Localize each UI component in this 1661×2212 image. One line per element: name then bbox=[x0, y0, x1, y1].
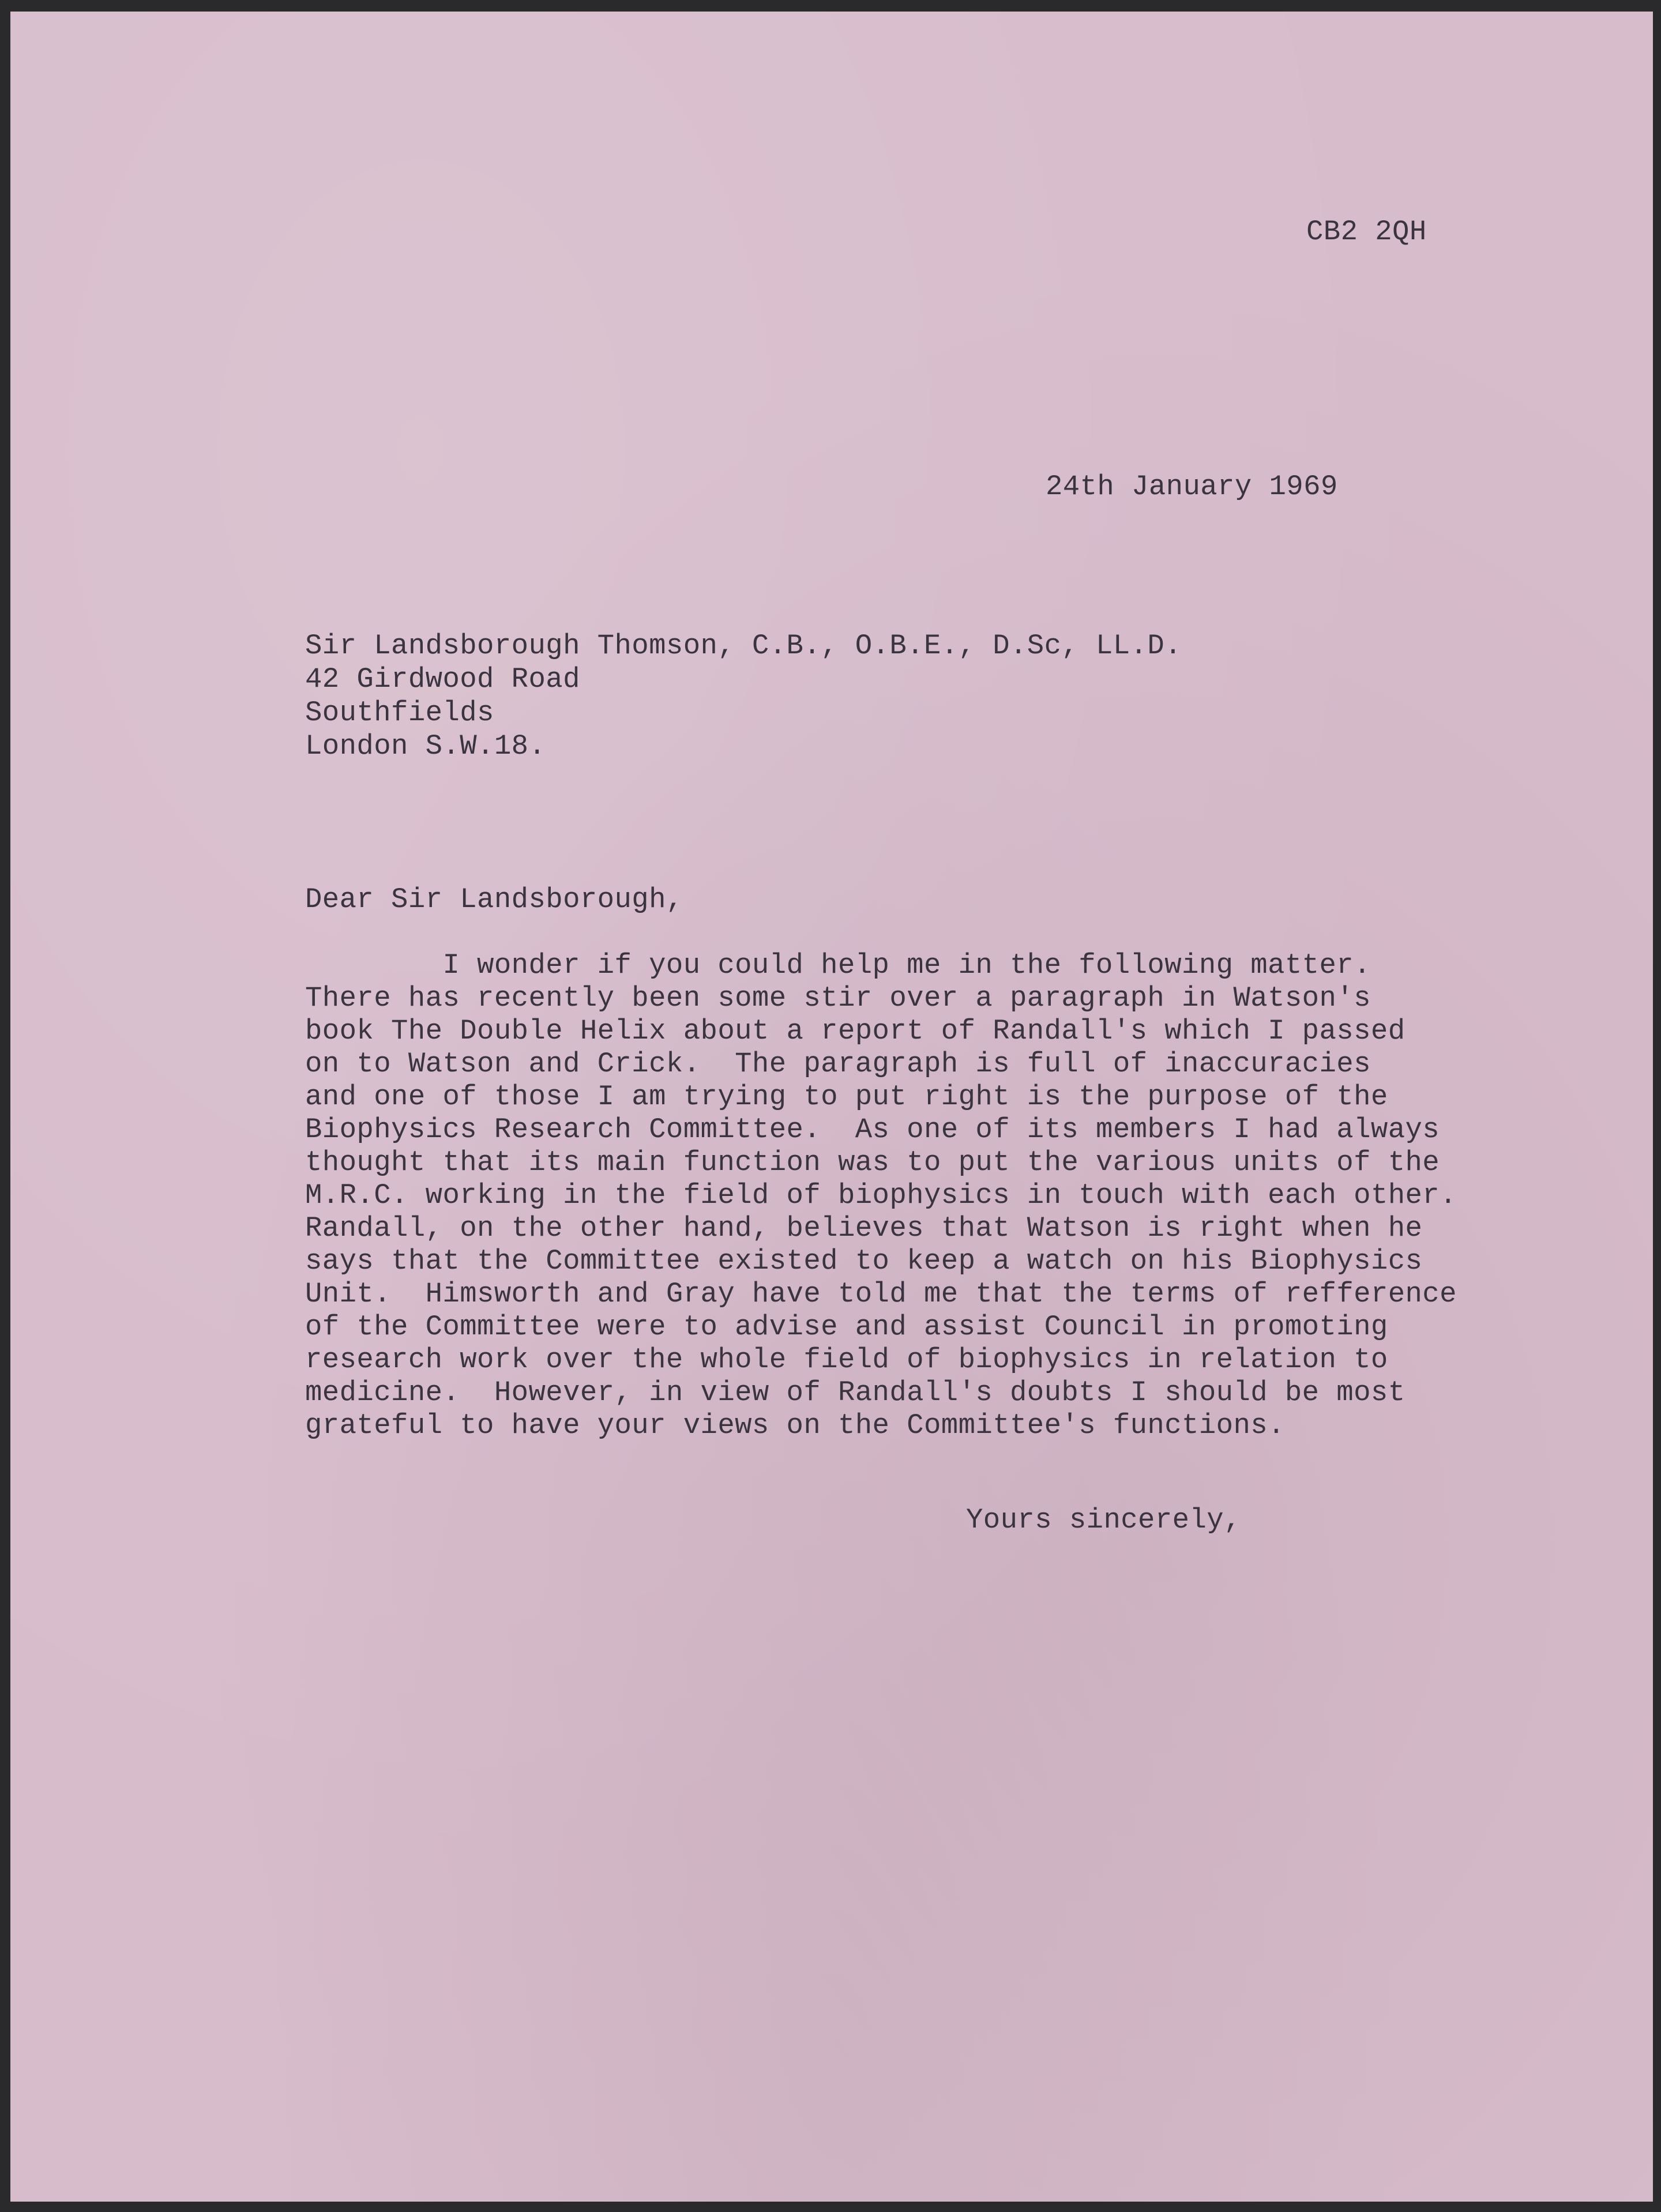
recipient-city: London S.W.18. bbox=[305, 730, 546, 762]
letter-body bbox=[305, 949, 1457, 1442]
body-line: I wonder if you could help me in the following matter. bbox=[305, 949, 1371, 981]
body-line: M.R.C. working in the field of biophysics in touch with each other. bbox=[305, 1179, 1457, 1212]
body-line: grateful to have your views on the Committee's functions. bbox=[305, 1409, 1285, 1442]
body-line: medicine. However, in view of Randall's doubts I should be most bbox=[305, 1376, 1406, 1409]
body-line: of the Committee were to advise and assist Council in promoting bbox=[305, 1311, 1388, 1343]
body-line: on to Watson and Crick. The paragraph is full of inaccuracies bbox=[305, 1048, 1371, 1080]
body-line: says that the Committee existed to keep a watch on his Biophysics bbox=[305, 1245, 1423, 1277]
salutation: Dear Sir Landsborough, bbox=[305, 883, 683, 916]
recipient-name: Sir Landsborough Thomson, C.B., O.B.E., D.Sc, LL.D. bbox=[305, 630, 1182, 662]
body-line: Biophysics Research Committee. As one of its members I had always bbox=[305, 1113, 1440, 1146]
body-line: Unit. Himsworth and Gray have told me that the terms of refference bbox=[305, 1278, 1457, 1310]
letter-date: 24th January 1969 bbox=[1046, 471, 1338, 503]
recipient-district: Southfields bbox=[305, 697, 494, 729]
body-line: thought that its main function was to put the various units of the bbox=[305, 1146, 1440, 1179]
body-line: research work over the whole field of biophysics in relation to bbox=[305, 1344, 1388, 1376]
letter-page bbox=[10, 12, 1653, 2202]
body-line: book The Double Helix about a report of Randall's which I passed bbox=[305, 1015, 1406, 1047]
closing: Yours sincerely, bbox=[966, 1504, 1241, 1536]
body-line: Randall, on the other hand, believes that Watson is right when he bbox=[305, 1212, 1423, 1244]
recipient-street: 42 Girdwood Road bbox=[305, 663, 580, 695]
postcode: CB2 2QH bbox=[1306, 216, 1427, 248]
body-line: There has recently been some stir over a paragraph in Watson's bbox=[305, 982, 1371, 1014]
body-line: and one of those I am trying to put right is the purpose of the bbox=[305, 1081, 1388, 1113]
